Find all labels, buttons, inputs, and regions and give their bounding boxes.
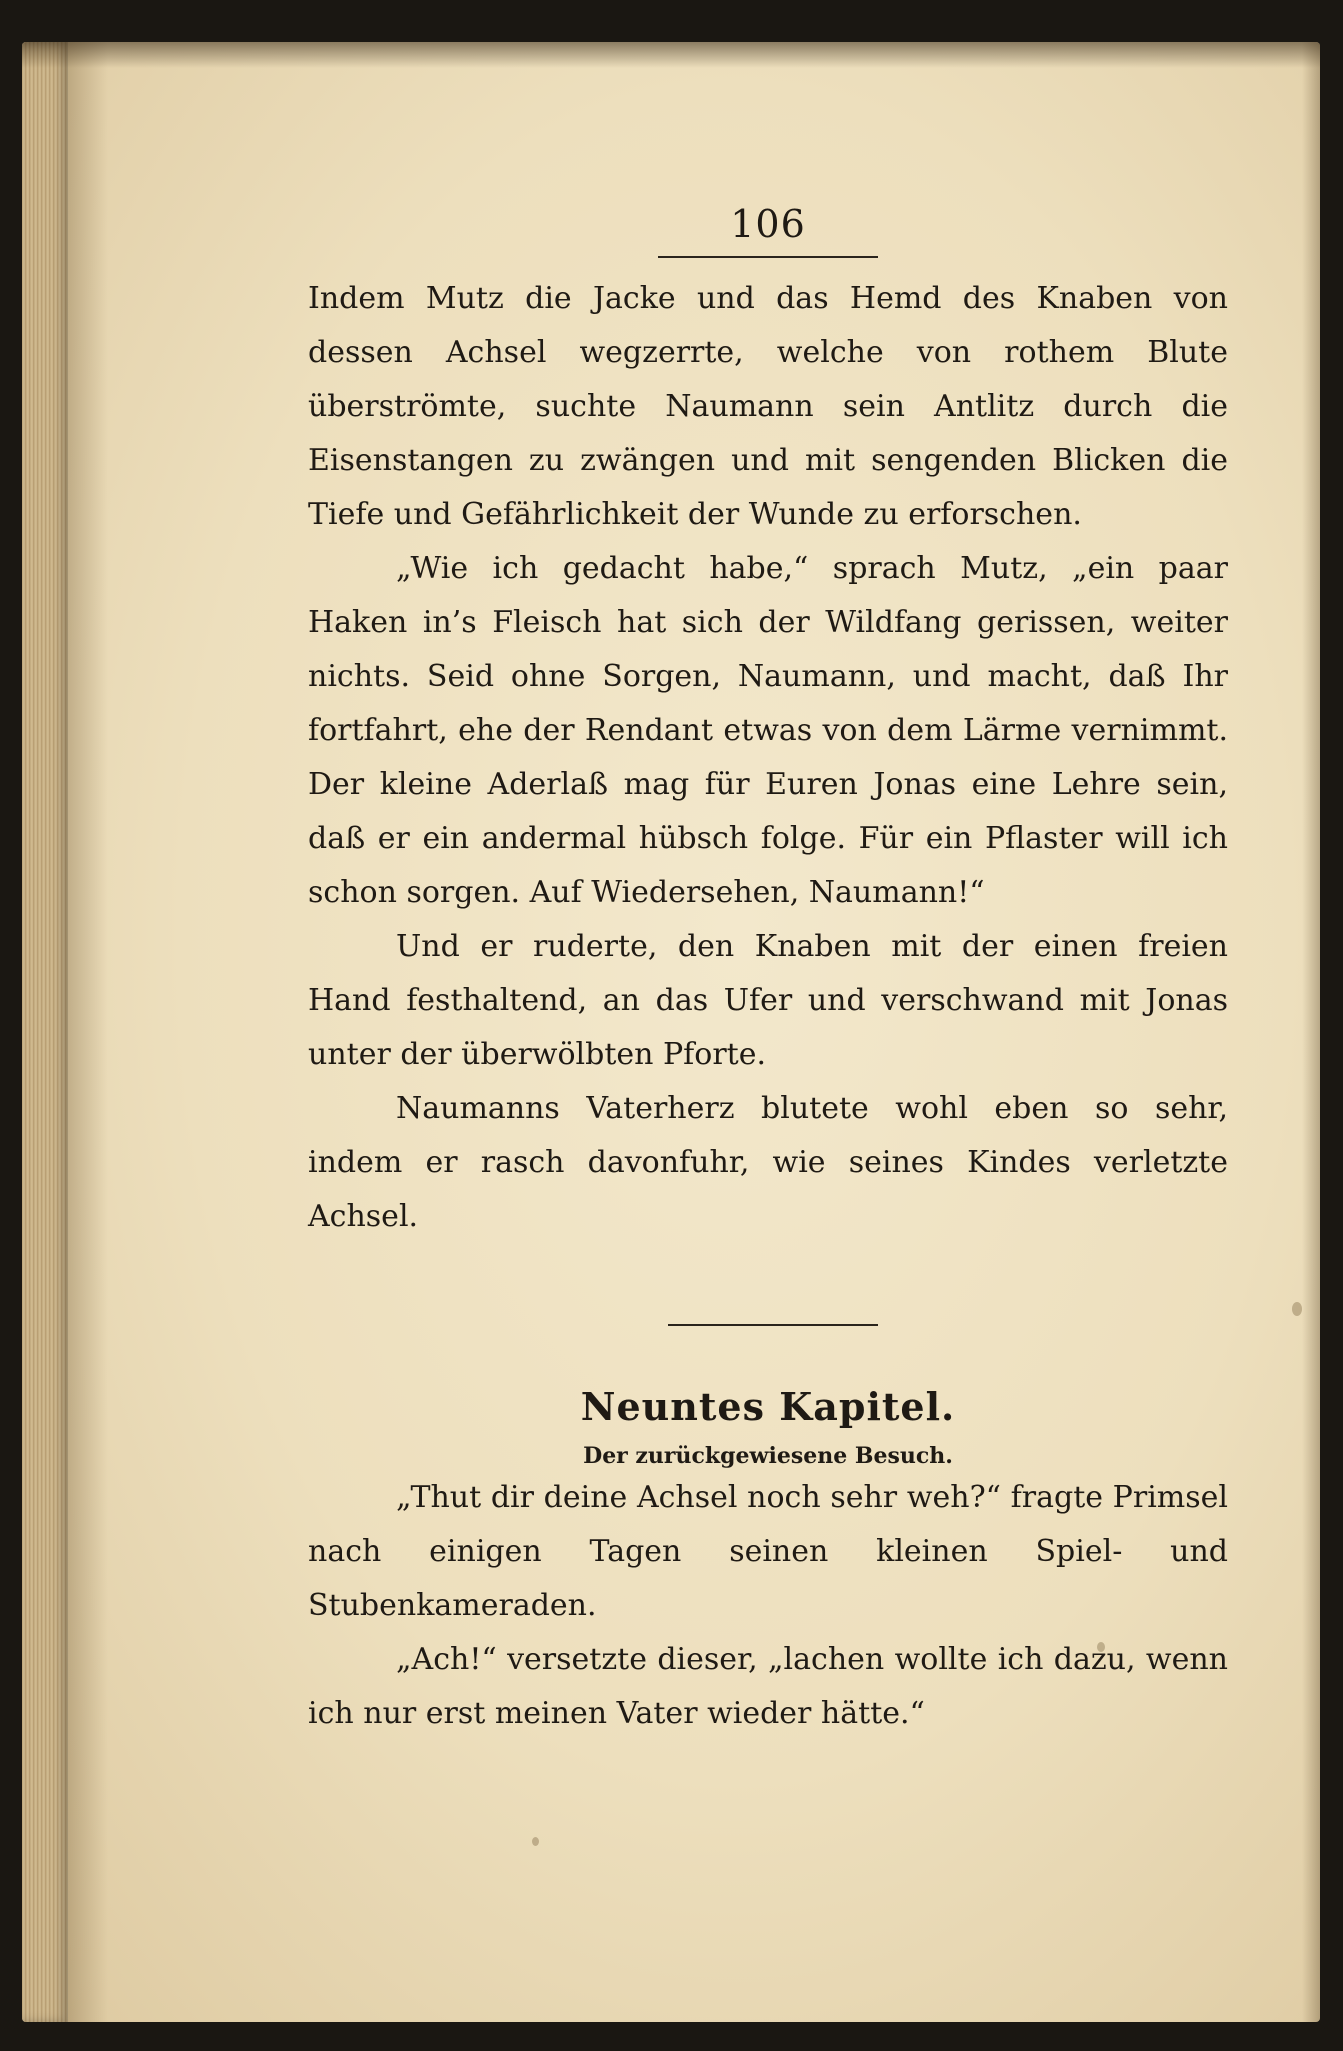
right-edge-shadow — [1302, 42, 1320, 2022]
section-divider — [668, 1324, 878, 1326]
page-number: 106 — [658, 202, 878, 258]
paragraph: „Thut dir deine Achsel noch sehr weh?“ fragte Primsel nach einigen Tagen seinen kleinen Spiel- und Stubenkameraden. — [308, 1480, 1228, 1623]
book-page — [22, 42, 1320, 2022]
gutter-shadow — [68, 42, 108, 2022]
top-edge-shadow — [22, 42, 1320, 68]
paragraph: „Wie ich gedacht habe,“ sprach Mutz, „ein paar Haken in’s Fleisch hat sich der Wildfang gerissen, weiter nichts. Seid ohne Sorgen, Naumann, und macht, daß Ihr fortfahrt, ehe der Rendant etwas von dem Lärme vernimmt. Der kleine Aderlaß mag für Euren Jonas eine Lehre sein, daß er ein andermal hübsch folge. Für ein Pflaster will ich schon sorgen. Auf Wiedersehen, Naumann!“ — [308, 551, 1228, 910]
chapter-title: Neuntes Kapitel. — [580, 1384, 956, 1429]
chapter-subtitle: Der zurückgewiesene Besuch. — [583, 1443, 953, 1469]
paragraph: „Ach!“ versetzte dieser, „lachen wollte ich dazu, wenn ich nur erst meinen Vater wieder hätte.“ — [308, 1642, 1228, 1731]
page-edges — [22, 42, 68, 2022]
stain-mark — [1292, 1302, 1302, 1316]
paragraph: Indem Mutz die Jacke und das Hemd des Knaben von dessen Achsel wegzerrte, welche von rothem Blute überströmte, suchte Naumann sein Antlitz durch die Eisenstangen zu zwängen und mit sengenden Blicken die Tiefe und Gefährlichkeit der Wunde zu erforschen. — [308, 281, 1228, 532]
paragraph: Und er ruderte, den Knaben mit der einen freien Hand festhaltend, an das Ufer und verschwand mit Jonas unter der überwölbten Pforte. — [308, 929, 1228, 1072]
text-block — [308, 202, 1228, 1741]
stain-mark — [532, 1837, 539, 1846]
paragraph: Naumanns Vaterherz blutete wohl eben so sehr, indem er rasch davonfuhr, wie seines Kindes verletzte Achsel. — [308, 1091, 1228, 1234]
